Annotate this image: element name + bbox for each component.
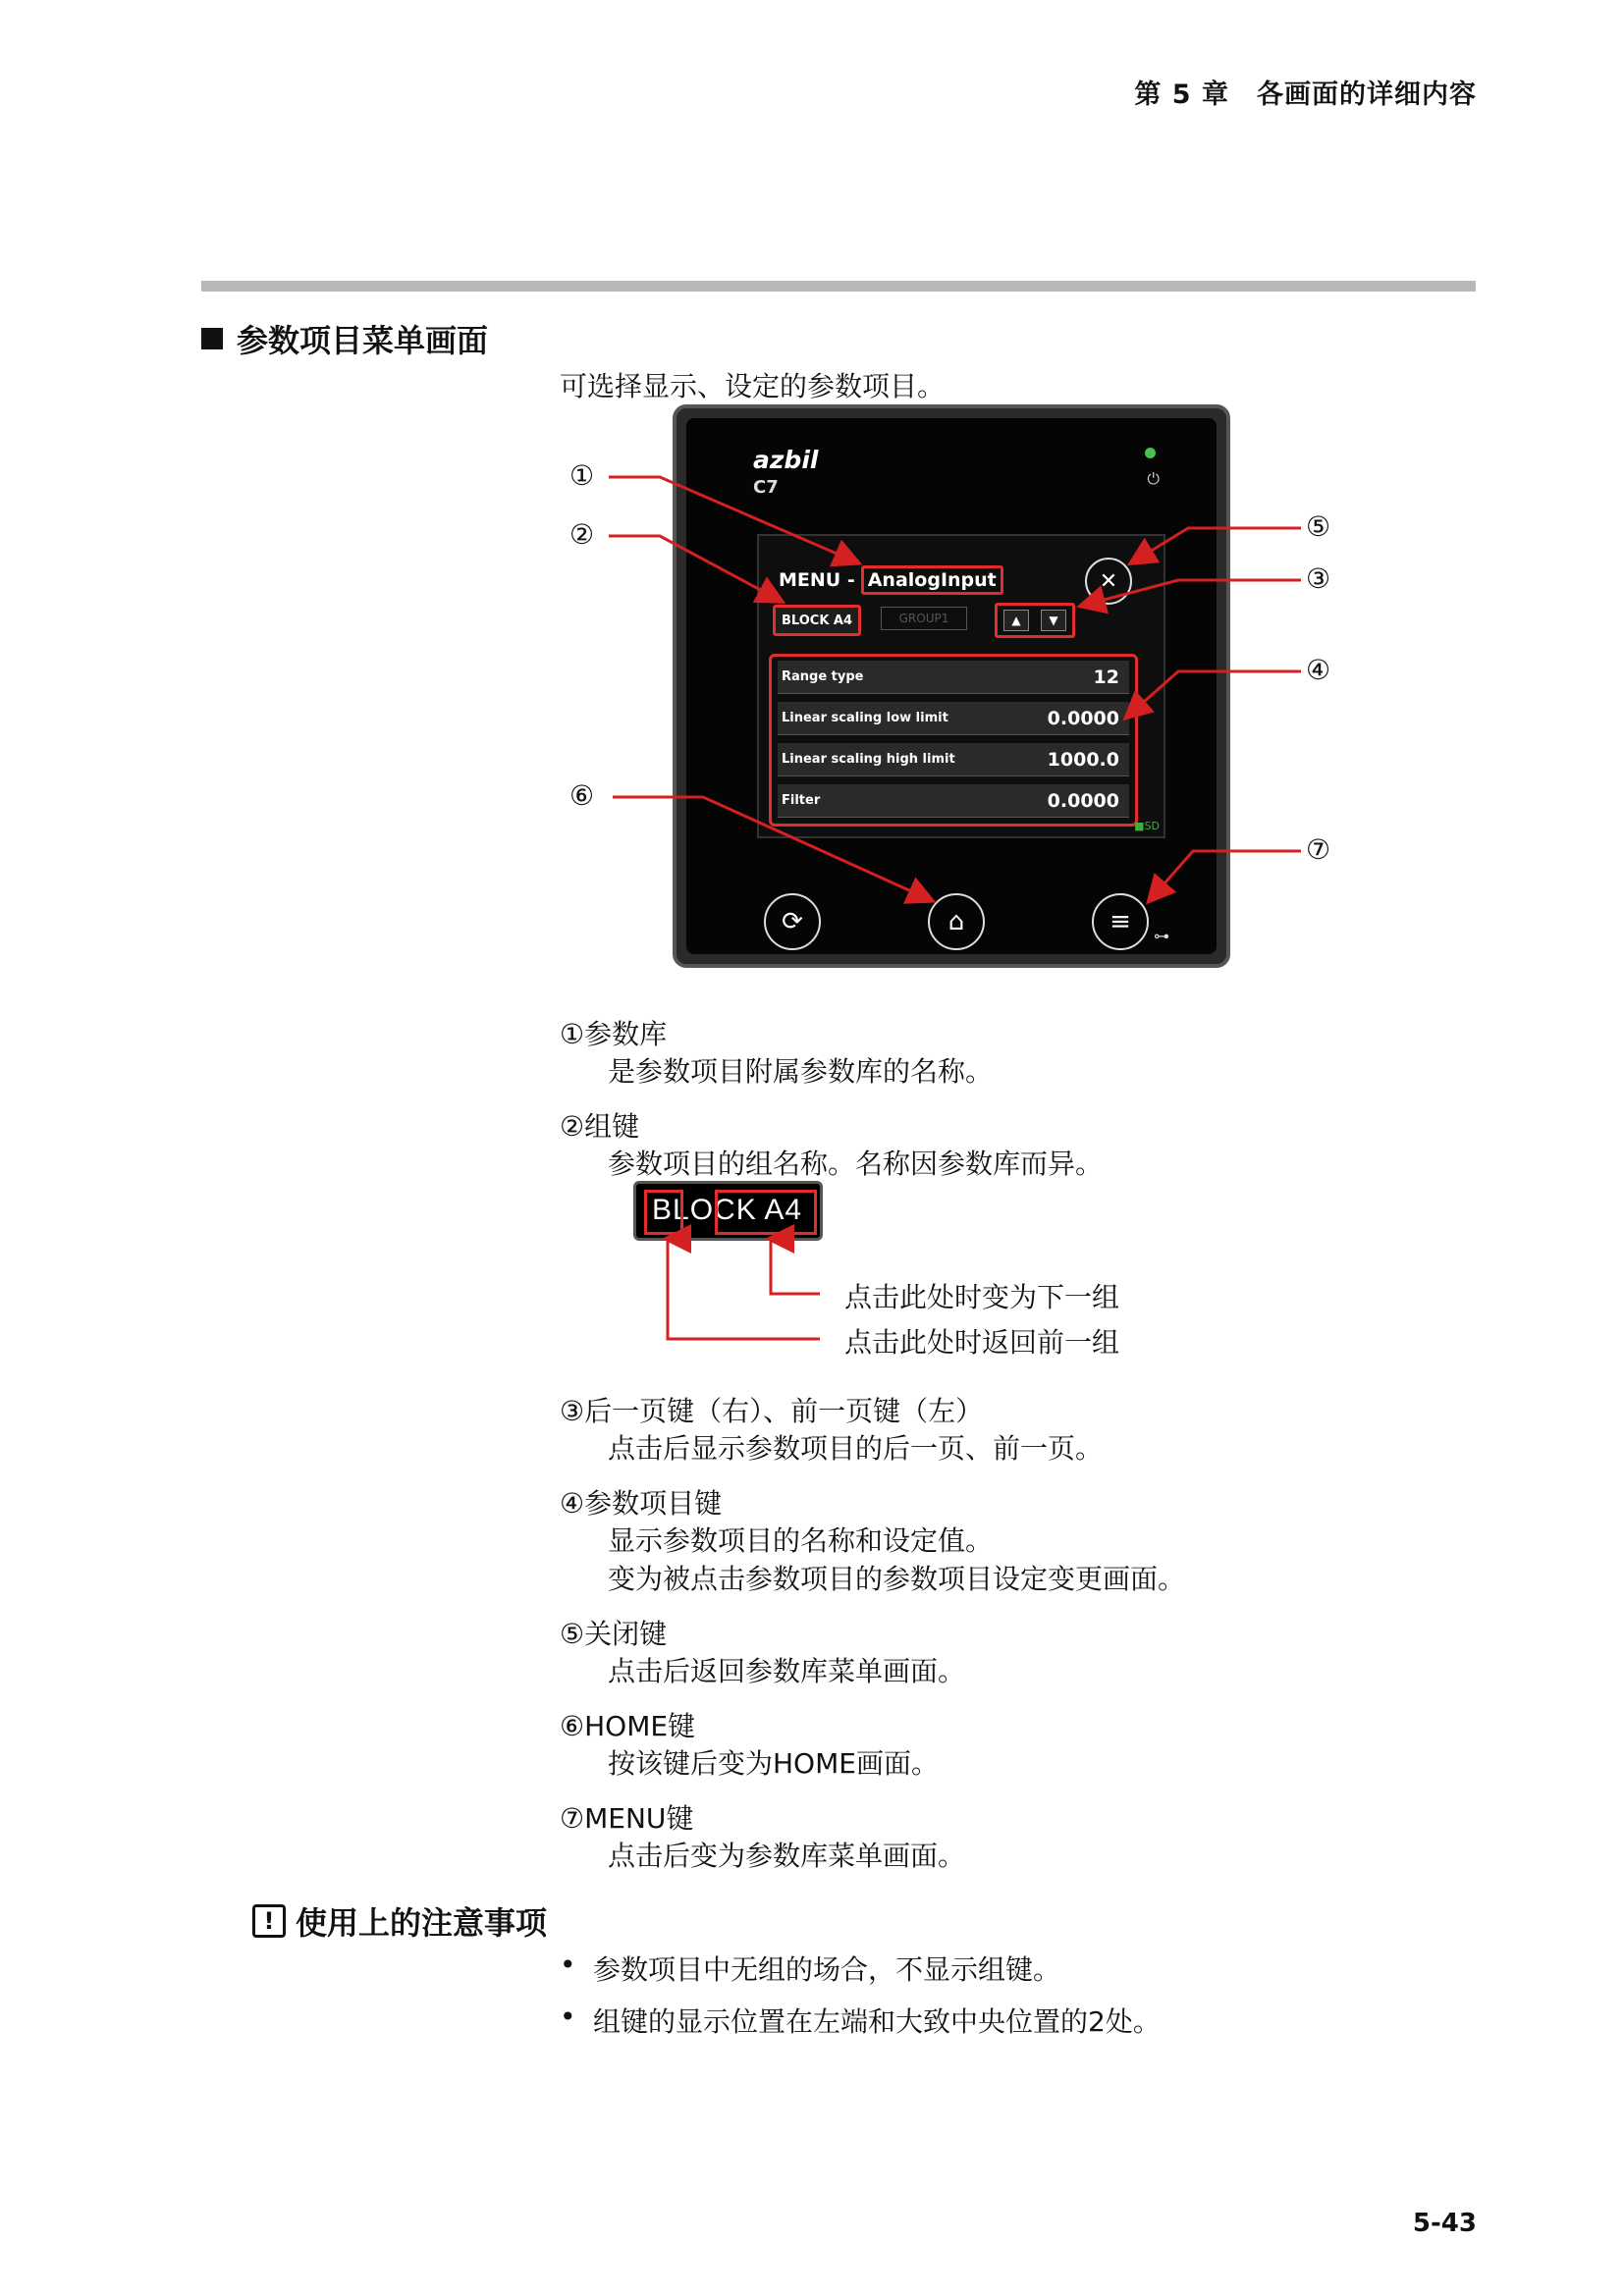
item-desc: 变为被点击参数项目的参数项目设定变更画面。 (608, 1563, 1186, 1595)
prev-group-leader (668, 1239, 820, 1339)
sd-card-icon: ■SD (1134, 820, 1160, 832)
group-key-button[interactable]: BLOCK A4 (773, 605, 861, 636)
parameter-row[interactable]: Range type 12 (778, 661, 1129, 694)
item-desc: 点击后变为参数库菜单画面。 (608, 1840, 966, 1872)
home-button[interactable]: ⌂ (928, 893, 985, 950)
item-desc: 参数项目的组名称。名称因参数库而异。 (608, 1148, 1104, 1180)
callout-6: ⑥ (569, 779, 595, 812)
list-item: • 参数项目中无组的场合，不显示组键。 (560, 1949, 1061, 1986)
item-title: ①参数库 (560, 1018, 668, 1050)
next-group-leader (771, 1239, 820, 1294)
menu-button[interactable]: ≡ (1092, 893, 1149, 950)
group-key-secondary[interactable]: GROUP1 (881, 607, 967, 630)
item-desc: 点击后返回参数库菜单画面。 (608, 1655, 966, 1687)
item-desc: 显示参数项目的名称和设定值。 (608, 1524, 994, 1557)
group-key-figure-text: BLOCK A4 (652, 1194, 803, 1226)
chapter-header: 第 5 章 各画面的详细内容 (1134, 80, 1477, 110)
section-intro: 可选择显示、设定的参数项目。 (560, 370, 946, 402)
prev-group-label: 点击此处时返回前一组 (844, 1326, 1120, 1359)
page-up-button[interactable]: ▲ (1003, 610, 1029, 631)
notes-title (252, 1898, 547, 1944)
parameter-row[interactable]: Linear scaling low limit 0.0000 (778, 702, 1129, 735)
item-title: ⑤关闭键 (560, 1618, 668, 1650)
item-title: ④参数项目键 (560, 1487, 723, 1520)
parameter-bank-name: AnalogInput (861, 565, 1003, 595)
page-down-button[interactable]: ▼ (1041, 610, 1066, 631)
warning-icon: ! (252, 1904, 286, 1938)
item-desc: 按该键后变为HOME画面。 (608, 1747, 939, 1780)
close-button[interactable]: ✕ (1085, 558, 1132, 605)
power-icon: ⏻ (1147, 469, 1160, 488)
item-title: ③后一页键（右）、前一页键（左） (560, 1395, 984, 1427)
item-title: ⑦MENU键 (560, 1802, 694, 1835)
callout-1: ① (569, 459, 595, 492)
callout-3: ③ (1306, 562, 1331, 595)
callout-7: ⑦ (1306, 833, 1331, 866)
item-desc: 是参数项目附属参数库的名称。 (608, 1055, 994, 1088)
callout-2: ② (569, 518, 595, 551)
item-title: ⑥HOME键 (560, 1710, 696, 1742)
parameter-row[interactable]: Filter 0.0000 (778, 784, 1129, 818)
key-icon: ⊶ (1154, 927, 1169, 945)
page-number: 5-43 (1412, 2209, 1477, 2238)
item-desc: 点击后显示参数项目的后一页、前一页。 (608, 1432, 1104, 1465)
model-label: C7 (753, 477, 779, 498)
notes-title-text: 使用上的注意事项 (296, 1904, 548, 1942)
parameter-row[interactable]: Linear scaling high limit 1000.0 (778, 743, 1129, 776)
item-title: ②组键 (560, 1110, 640, 1143)
refresh-button[interactable]: ⟳ (764, 893, 821, 950)
section-title-text: 参数项目菜单画面 (237, 322, 489, 359)
menu-prefix: MENU - (779, 569, 855, 591)
brand-logo: azbil (753, 446, 819, 474)
bullet-icon: • (560, 2001, 576, 2033)
callout-5: ⑤ (1306, 510, 1331, 543)
callout-4: ④ (1306, 654, 1331, 686)
next-group-label: 点击此处时变为下一组 (844, 1281, 1120, 1313)
bullet-icon: • (560, 1949, 576, 1981)
list-item: • 组键的显示位置在左端和大致中央位置的2处。 (560, 2001, 1161, 2038)
